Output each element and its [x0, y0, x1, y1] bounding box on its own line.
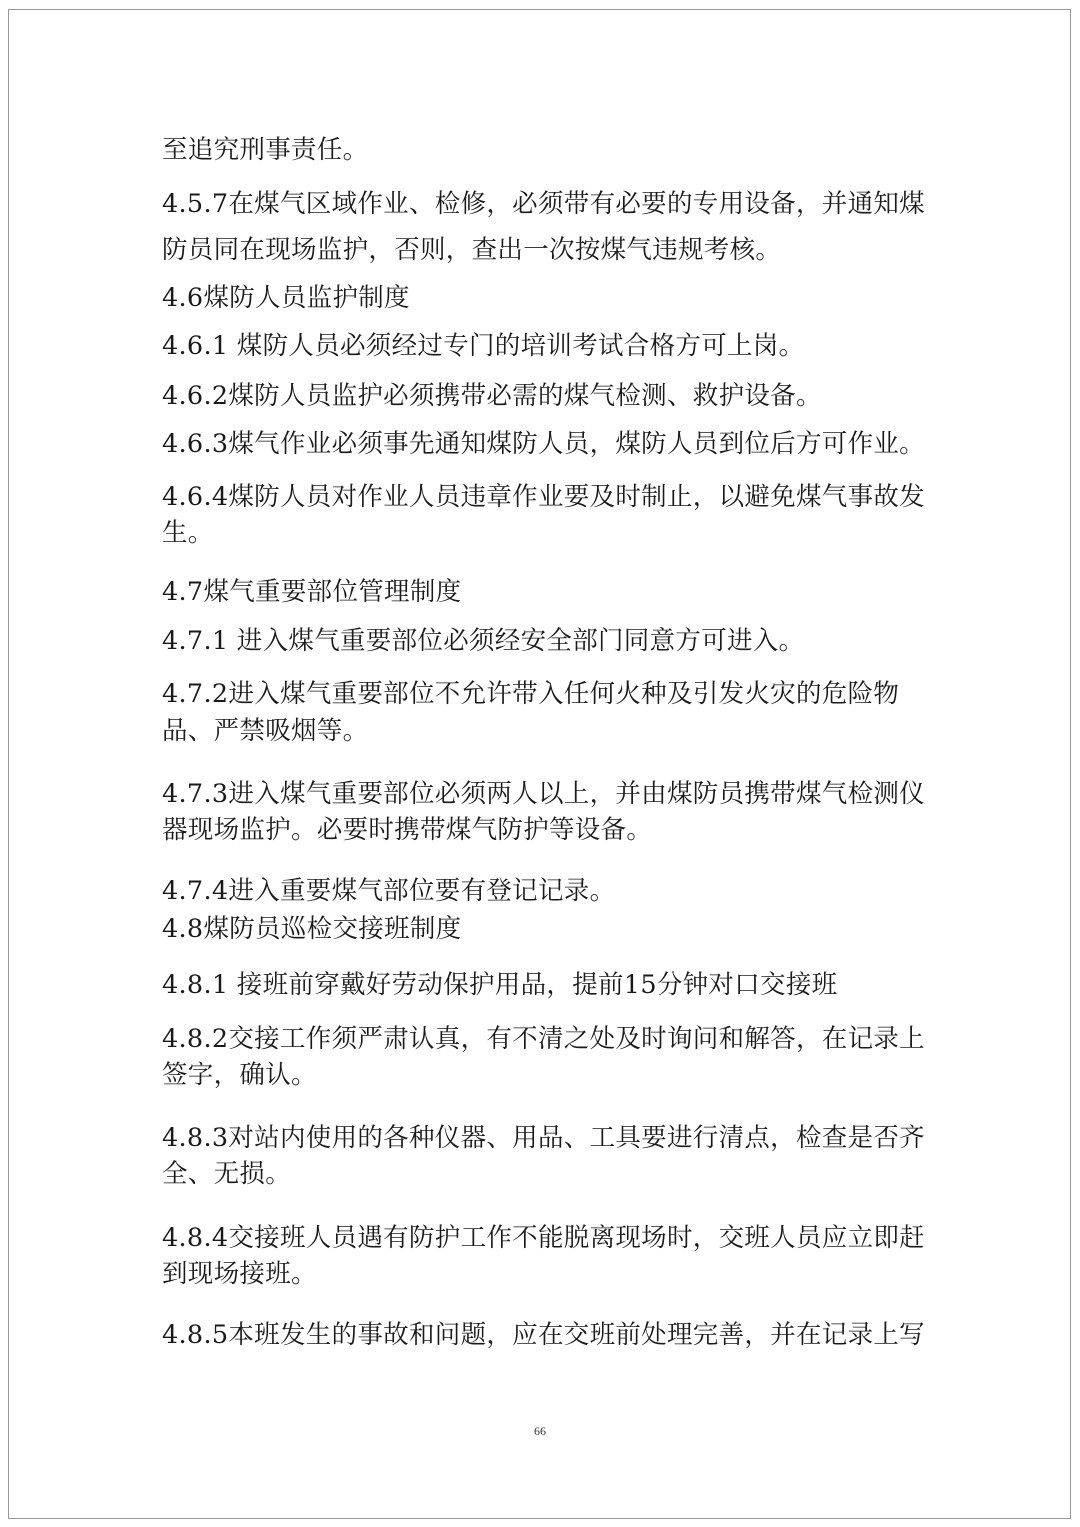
text-line: 4.5.7在煤气区域作业、检修，必须带有必要的专用设备，并通知煤	[162, 189, 925, 219]
text-line: 4.7.1 进入煤气重要部位必须经安全部门同意方可进入。	[162, 626, 805, 656]
text-line: 4.7.2进入煤气重要部位不允许带入任何火种及引发火灾的危险物	[162, 679, 900, 709]
section-heading: 4.6煤防人员监护制度	[162, 283, 410, 313]
section-heading: 4.8煤防员巡检交接班制度	[162, 914, 462, 944]
text-line: 4.6.4煤防人员对作业人员违章作业要及时制止，以避免煤气事故发	[162, 482, 925, 512]
text-line: 4.7.4进入重要煤气部位要有登记记录。	[162, 876, 616, 906]
text-line: 4.8.1 接班前穿戴好劳动保护用品，提前15分钟对口交接班	[162, 970, 838, 1000]
text-line: 4.8.5本班发生的事故和问题，应在交班前处理完善，并在记录上写	[162, 1320, 925, 1350]
text-line: 全、无损。	[162, 1159, 292, 1189]
text-line: 4.6.1 煤防人员必须经过专门的培训考试合格方可上岗。	[162, 331, 805, 361]
text-line: 4.6.2煤防人员监护必须携带必需的煤气检测、救护设备。	[162, 381, 822, 411]
text-line: 4.8.3对站内使用的各种仪器、用品、工具要进行清点，检查是否齐	[162, 1123, 925, 1153]
section-heading: 4.7煤气重要部位管理制度	[162, 577, 462, 607]
text-line: 生。	[162, 518, 214, 548]
text-line: 到现场接班。	[162, 1259, 317, 1289]
text-line: 器现场监护。必要时携带煤气防护等设备。	[162, 815, 653, 845]
text-line: 防员同在现场监护，否则，查出一次按煤气违规考核。	[162, 235, 782, 265]
text-line: 4.6.3煤气作业必须事先通知煤防人员，煤防人员到位后方可作业。	[162, 429, 925, 459]
text-line: 4.8.2交接工作须严肃认真，有不清之处及时询问和解答，在记录上	[162, 1024, 925, 1054]
text-line: 签字，确认。	[162, 1060, 317, 1090]
text-line: 品、严禁吸烟等。	[162, 716, 369, 746]
text-line: 至追究刑事责任。	[162, 135, 369, 165]
text-line: 4.7.3进入煤气重要部位必须两人以上，并由煤防员携带煤气检测仪	[162, 779, 925, 809]
text-line: 4.8.4交接班人员遇有防护工作不能脱离现场时，交班人员应立即赶	[162, 1223, 925, 1253]
page-number: 66	[534, 1424, 546, 1438]
